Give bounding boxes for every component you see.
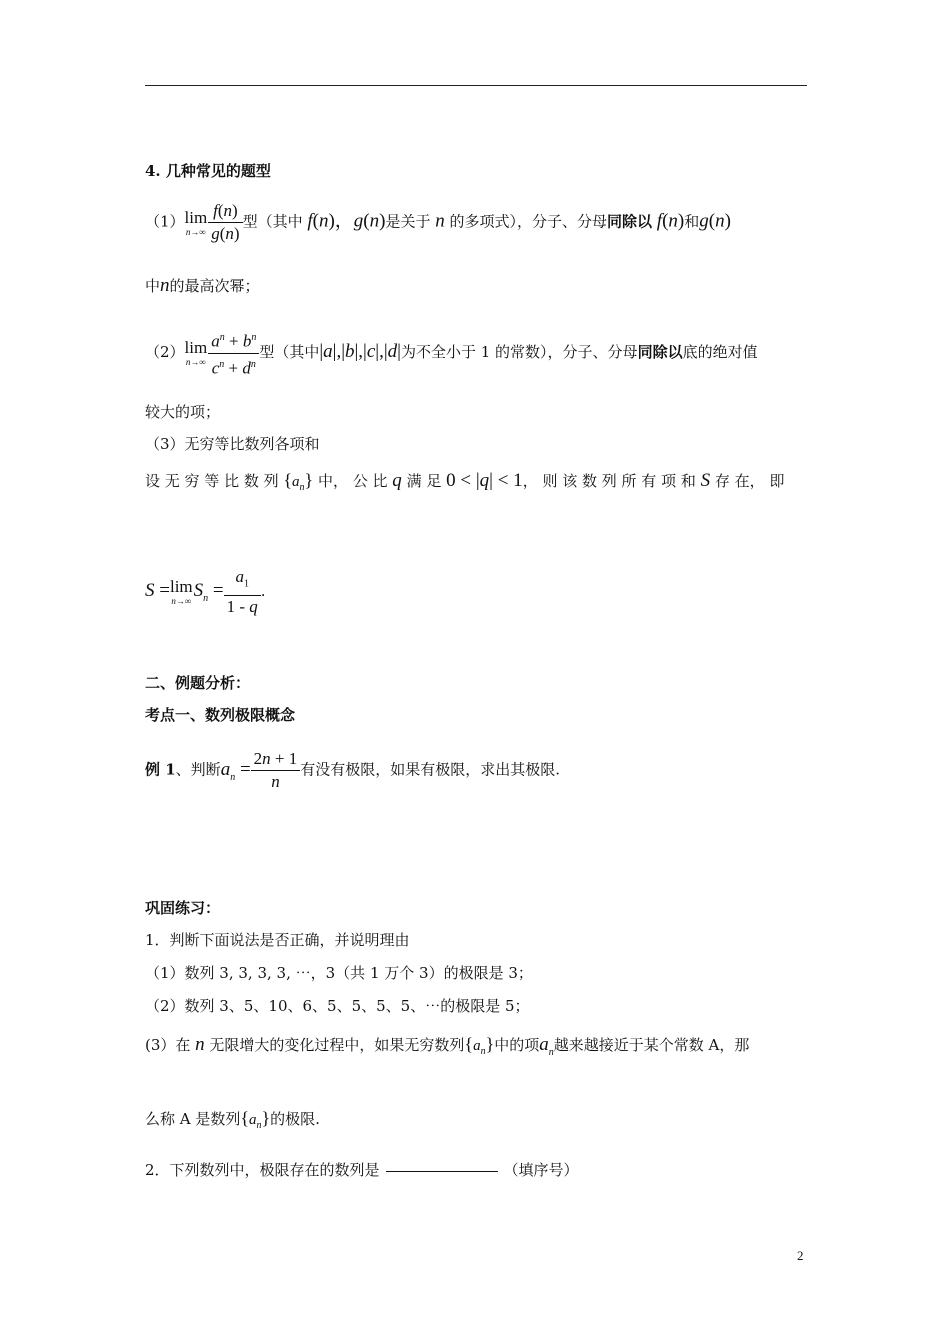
practice-q1c-text-4: 越来越接近于某个常数 A，那 [553, 1036, 750, 1054]
sequence-an: $\{a_n\}$ [283, 470, 314, 493]
kaodian-title: 考点一、数列极限概念 [145, 706, 296, 724]
formula-q-range: 0 < |q| < 1 [446, 470, 523, 491]
item-1-text-2: 是关于 [385, 212, 431, 231]
fraction-fn-gn: $\frac{f(n)}{g(n)}$ [208, 200, 242, 245]
example-1-text-2: 有没有极限，如果有极限，求出其极限. [300, 760, 561, 779]
formula-fn: f(n)，g(n) [307, 210, 386, 232]
practice-q1c-text-2: 无限增大的变化过程中，如果无穷数列 [209, 1036, 465, 1054]
item-1-text-5: 中 [145, 277, 161, 295]
practice-q2-text-1: 2．下列数列中，极限存在的数列是 [145, 1161, 380, 1179]
item-2-label: （2） [145, 343, 185, 362]
item-2-line-2: 较大的项； [145, 403, 221, 421]
lim-formula-2: lim n→∞ [184, 338, 208, 368]
var-q: q [392, 470, 402, 491]
item-3-line [145, 470, 784, 498]
formula-abs: |a|,|b|,|c|,|d| [319, 341, 401, 363]
item-1-text-6: 的最高次幂； [169, 277, 260, 295]
practice-q1a: （1）数列 3, 3, 3, 3, ⋯，3（共 1 万个 3）的极限是 3； [145, 964, 533, 982]
item-1-line [145, 200, 731, 245]
header-rule [145, 85, 807, 86]
var-n-2: n [160, 275, 170, 296]
practice-q1: 1．判断下面说法是否正确，并说明理由 [145, 931, 410, 949]
formula-fn-2: f(n) [656, 210, 685, 232]
item-3-text-3: 满 足 [406, 472, 442, 490]
practice-q1c [145, 1034, 749, 1063]
item-1-bold: 同除以 [606, 212, 652, 231]
section-2-title: 二、例题分析： [145, 674, 251, 692]
lim-formula-3: lim n→∞ [169, 577, 193, 607]
sequence-an-3: $\{a_n\}$ [240, 1108, 271, 1131]
example-1-label: 例 1 [145, 760, 176, 779]
page-number: 2 [797, 1248, 804, 1263]
formula-an: $a_n$ = [220, 758, 251, 783]
answer-blank [386, 1171, 498, 1172]
practice-q1c-text-5: 么称 A 是数列 [145, 1110, 241, 1128]
fraction-powers: $\frac{a^n + b^n}{c^n + d^n}$ [208, 327, 259, 379]
var-s: S [700, 470, 711, 491]
practice-q2-text-2: （填序号） [503, 1161, 579, 1179]
practice-q1c-text-6: 的极限. [270, 1110, 320, 1128]
var-n: n [430, 210, 450, 232]
practice-q1c-text-3: 中的项 [494, 1036, 540, 1054]
item-3-text-1: 设 无 穷 等 比 数 列 [145, 472, 279, 490]
item-3-text-5: 存 在， 即 [714, 472, 785, 490]
item-3-text-4: ， 则 该 数 列 所 有 项 和 [522, 472, 696, 490]
fraction-2n-plus-1: $\frac{2n + 1}{n}$ [251, 748, 301, 793]
practice-q1c-text-1: (3）在 [145, 1036, 191, 1054]
practice-q1c-line-2 [145, 1108, 320, 1136]
example-1-line [145, 748, 560, 793]
section-4-title: 4. 几种常见的题型 [145, 162, 271, 180]
practice-q2 [145, 1160, 579, 1180]
item-1-label: （1） [145, 212, 185, 231]
sum-formula: S = lim n→∞ $S_n$ = $\frac{a_1}{1 - q}$ . [145, 567, 266, 617]
practice-title: 巩固练习： [145, 899, 221, 917]
item-2-text-1: 型（其中 [259, 343, 320, 362]
formula-gn-2: g(n) [699, 210, 731, 232]
practice-q1b: （2）数列 3、5、10、6、5、5、5、5、⋯的极限是 5； [145, 997, 530, 1015]
sequence-an-2: $\{a_n\}$ [464, 1034, 495, 1057]
term-an: $a_n$ [539, 1034, 554, 1058]
lim-formula: lim n→∞ [184, 207, 208, 237]
example-1-text-1: 、判断 [175, 760, 221, 779]
fraction-a1-1-q: $\frac{a_1}{1 - q}$ [224, 566, 261, 618]
item-2-text-2: 为不全小于 1 的常数），分子、分母 [400, 343, 638, 362]
item-1-line-2 [145, 276, 260, 296]
item-1-text-1: 型（其中 [242, 212, 303, 231]
var-n-3: n [190, 1034, 210, 1055]
item-1-text-3: 的多项式），分子、分母 [449, 212, 607, 231]
item-3-text-2: 中， 公 比 [317, 472, 388, 490]
item-2-text-3: 底的绝对值 [682, 343, 758, 362]
item-1-text-4: 和 [684, 212, 700, 231]
item-3-title: （3）无穷等比数列各项和 [145, 435, 320, 453]
item-2-line [145, 327, 758, 379]
item-2-bold: 同除以 [637, 343, 683, 362]
